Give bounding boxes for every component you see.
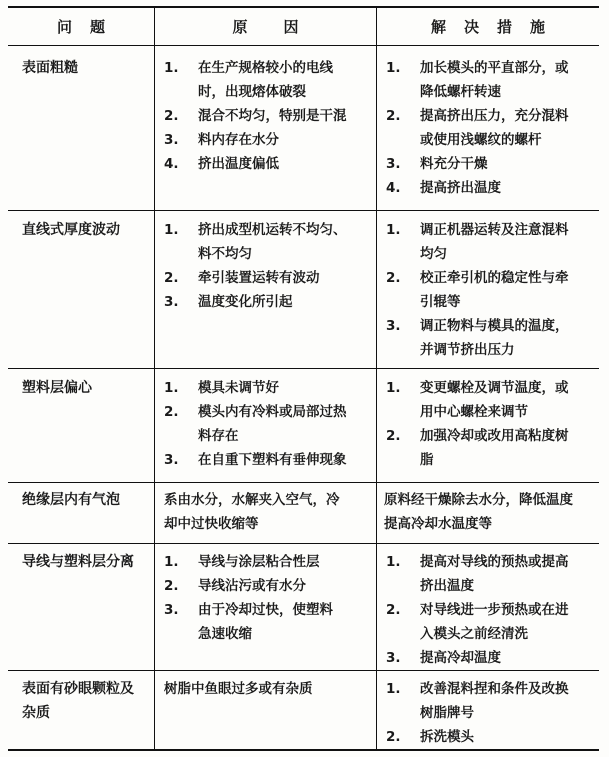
list-item: 4. 挤出温度偏低	[164, 156, 279, 172]
solution-cell	[386, 56, 596, 200]
list-item: 1. 改善混料捏和条件及改换 树脂牌号	[386, 681, 569, 721]
header-cause: 原 因	[232, 17, 299, 36]
solution-cell	[386, 677, 596, 749]
problem-cell: 直线式厚度波动	[22, 222, 120, 238]
list-item: 1. 模具未调节好	[164, 380, 279, 396]
solution-cell: 原料经干燥除去水分，降低温度 提高冷却水温度等	[384, 492, 573, 532]
list-item: 3. 提高冷却温度	[386, 650, 501, 666]
list-item: 2. 校正牵引机的稳定性与牵 引辊等	[386, 270, 569, 310]
list-item: 2. 提高挤出压力，充分混料 或使用浅螺纹的螺杆	[386, 108, 569, 148]
row-divider	[8, 670, 599, 671]
list-item: 2. 拆洗模头	[386, 729, 474, 745]
solution-cell	[386, 376, 596, 472]
problem-cell: 塑料层偏心	[22, 380, 92, 396]
list-item: 1. 加长模头的平直部分，或 降低螺杆转速	[386, 60, 569, 100]
list-item: 3. 调正物料与模具的温度， 并调节挤出压力	[386, 318, 569, 358]
list-item: 3. 由于冷却过快，使塑料 急速收缩	[164, 602, 333, 642]
table-bottom-border	[8, 749, 599, 751]
list-item: 2. 对导线进一步预热或在进 入模头之前经清洗	[386, 602, 569, 642]
list-item: 2. 牵引装置运转有波动	[164, 270, 320, 286]
list-item: 1. 在生产规格较小的电线 时，出现熔体破裂	[164, 60, 333, 100]
list-item: 4. 提高挤出温度	[386, 180, 501, 196]
list-item: 1. 挤出成型机运转不均匀、 料不均匀	[164, 222, 347, 262]
cause-cell	[164, 56, 372, 176]
column-divider	[376, 6, 377, 750]
cause-cell	[164, 550, 372, 646]
list-item: 2. 加强冷却或改用高粘度树 脂	[386, 428, 569, 468]
row-divider	[8, 210, 599, 211]
list-item: 1. 导线与涂层粘合性层	[164, 554, 320, 570]
row-divider	[8, 482, 599, 483]
cause-cell: 系由水分，水解夹入空气，冷 却中过快收缩等	[164, 492, 340, 532]
list-item: 1. 变更螺栓及调节温度，或 用中心螺栓来调节	[386, 380, 569, 420]
header-solution: 解 决 措 施	[431, 17, 546, 36]
problem-cell: 绝缘层内有气泡	[22, 492, 120, 508]
solution-cell	[386, 550, 596, 670]
column-divider	[154, 6, 155, 750]
list-item: 2. 混合不均匀，特别是干混	[164, 108, 347, 124]
problem-cell: 导线与塑料层分离	[22, 554, 134, 570]
list-item: 2. 导线沾污或有水分	[164, 578, 306, 594]
list-item: 1. 提高对导线的预热或提高 挤出温度	[386, 554, 569, 594]
cause-cell: 树脂中鱼眼过多或有杂质	[164, 681, 313, 697]
problem-cell: 表面粗糙	[22, 60, 78, 76]
header-problem: 问 题	[57, 17, 106, 36]
list-item: 3. 温度变化所引起	[164, 294, 293, 310]
row-divider	[8, 368, 599, 369]
cause-cell	[164, 376, 372, 472]
list-item: 3. 在自重下塑料有垂伸现象	[164, 452, 347, 468]
row-divider	[8, 543, 599, 544]
list-item: 3. 料内存在水分	[164, 132, 279, 148]
list-item: 1. 调正机器运转及注意混料 均匀	[386, 222, 569, 262]
problem-cell: 表面有砂眼颗粒及 杂质	[22, 681, 134, 721]
header-divider	[8, 45, 599, 46]
list-item: 3. 料充分干燥	[386, 156, 488, 172]
list-item: 2. 模头内有冷料或局部过热 料存在	[164, 404, 347, 444]
table-top-border	[8, 6, 599, 8]
solution-cell	[386, 218, 596, 362]
cause-cell	[164, 218, 372, 314]
